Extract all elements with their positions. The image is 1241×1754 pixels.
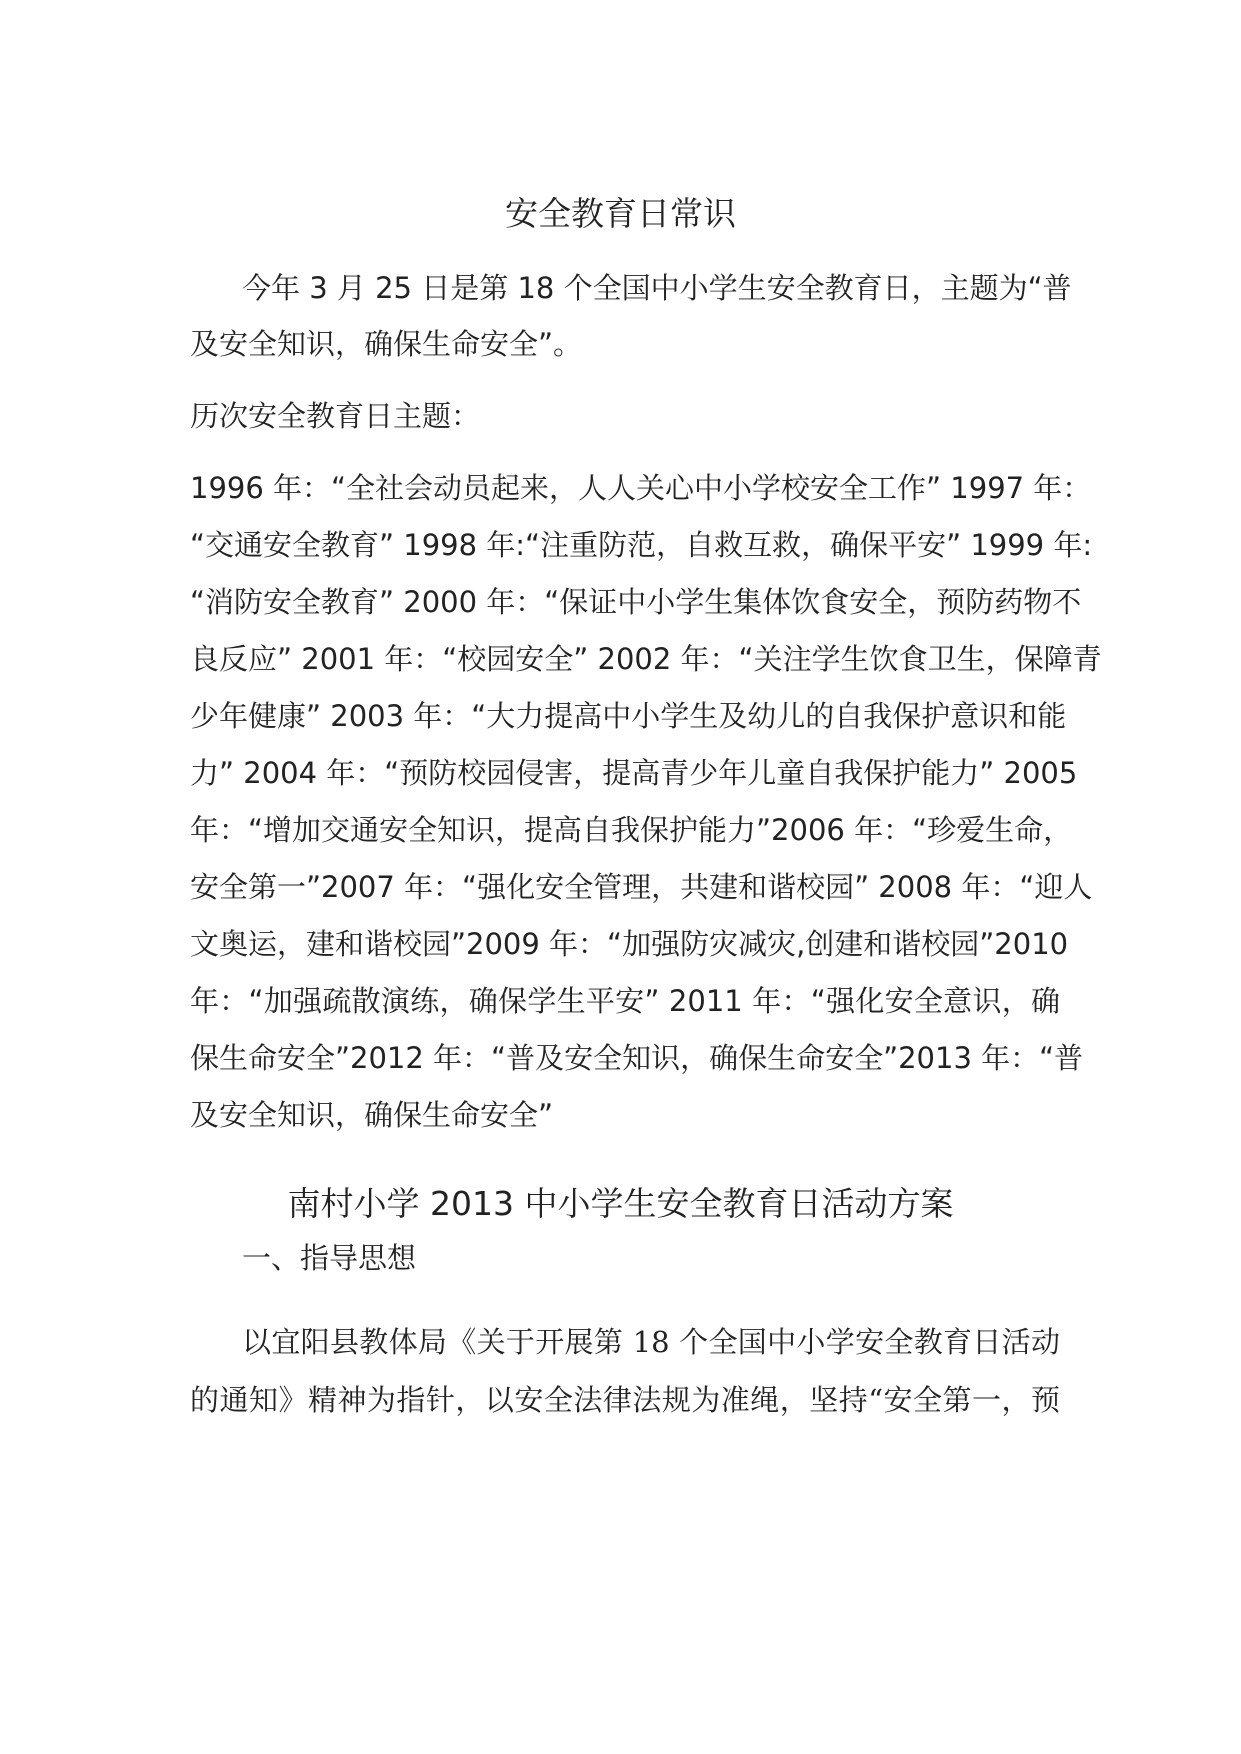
plan-title: 南村小学 2013 中小学生安全教育日活动方案 xyxy=(287,1184,954,1223)
history-line-7: 年：“增加交通安全知识，提高自我保护能力”2006 年：“珍爱生命， xyxy=(190,813,1073,847)
history-line-3: “消防安全教育” 2000 年：“保证中小学生集体饮食安全，预防药物不 xyxy=(190,585,1082,619)
history-line-1: 1996 年：“全社会动员起来，人人关心中小学校安全工作” 1997 年： xyxy=(190,471,1092,505)
history-line-4: 良反应” 2001 年：“校园安全” 2002 年：“关注学生饮食卫生，保障青 xyxy=(190,642,1102,676)
history-line-9: 文奥运，建和谐校园”2009 年：“加强防灾减灾,创建和谐校园”2010 xyxy=(190,927,1069,961)
history-line-10: 年：“加强疏散演练，确保学生平安” 2011 年：“强化安全意识，确 xyxy=(190,984,1060,1018)
section1-line-1: 以宜阳县教体局《关于开展第 18 个全国中小学安全教育日活动 xyxy=(242,1325,1060,1359)
history-line-11: 保生命安全”2012 年：“普及安全知识，确保生命安全”2013 年：“普 xyxy=(190,1041,1084,1075)
history-line-6: 力” 2004 年：“预防校园侵害，提高青少年儿童自我保护能力” 2005 xyxy=(190,756,1078,790)
history-line-2: “交通安全教育” 1998 年:“注重防范，自救互救，确保平安” 1999 年: xyxy=(190,528,1093,562)
section1-line-2: 的通知》精神为指针，以安全法律法规为准绳，坚持“安全第一，预 xyxy=(190,1383,1060,1417)
section-heading-guiding-principle: 一、指导思想 xyxy=(242,1241,417,1275)
document-title: 安全教育日常识 xyxy=(505,194,736,233)
intro-line-1: 今年 3 月 25 日是第 18 个全国中小学生安全教育日，主题为“普 xyxy=(242,271,1072,305)
history-line-8: 安全第一”2007 年：“强化安全管理，共建和谐校园” 2008 年：“迎人 xyxy=(190,870,1093,904)
intro-line-2: 及安全知识，确保生命安全”。 xyxy=(190,327,583,361)
history-heading: 历次安全教育日主题： xyxy=(190,399,481,433)
history-line-5: 少年健康” 2003 年：“大力提高中小学生及幼儿的自我保护意识和能 xyxy=(190,699,1067,733)
history-line-12: 及安全知识，确保生命安全” xyxy=(190,1098,554,1132)
